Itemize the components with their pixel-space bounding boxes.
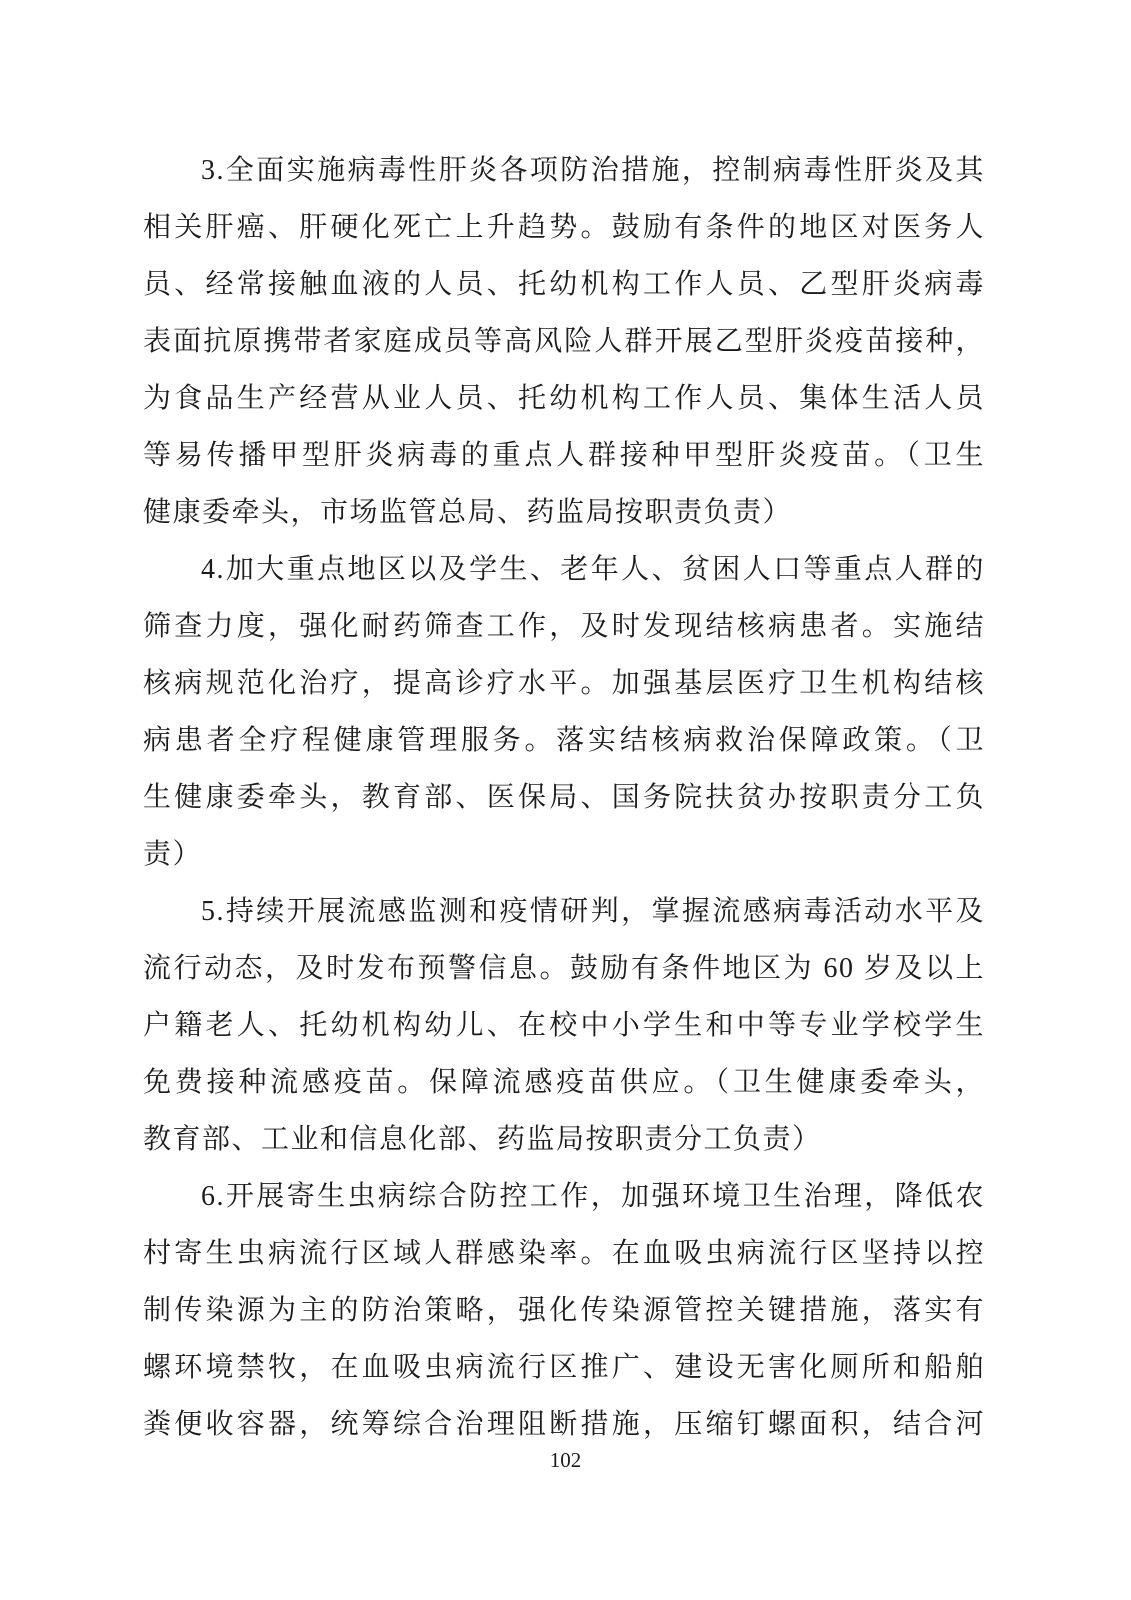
text-line: 相关肝癌、肝硬化死亡上升趋势。鼓励有条件的地区对医务人 [143, 212, 985, 243]
text-line: 健康委牵头，市场监管总局、药监局按职责负责） [143, 497, 793, 528]
text-line: 等易传播甲型肝炎病毒的重点人群接种甲型肝炎疫苗。（卫生 [143, 440, 985, 471]
paragraph-5 [143, 883, 985, 1168]
paragraph-6 [143, 1168, 985, 1453]
text-line: 病患者全疗程健康管理服务。落实结核病救治保障政策。（卫 [143, 725, 985, 756]
text-line: 6.开展寄生虫病综合防控工作，加强环境卫生治理，降低农 [201, 1181, 985, 1212]
text-line: 制传染源为主的防治策略，强化传染源管控关键措施，落实有 [143, 1295, 985, 1326]
text-line: 户籍老人、托幼机构幼儿、在校中小学生和中等专业学校学生 [143, 1010, 985, 1041]
text-line: 教育部、工业和信息化部、药监局按职责分工负责） [143, 1124, 822, 1155]
text-line: 筛查力度，强化耐药筛查工作，及时发现结核病患者。实施结 [143, 611, 985, 642]
text-line: 为食品生产经营从业人员、托幼机构工作人员、集体生活人员 [143, 383, 985, 414]
page-number: 102 [549, 1448, 582, 1472]
text-line: 粪便收容器，统筹综合治理阻断措施，压缩钉螺面积，结合河 [143, 1409, 985, 1440]
text-line: 责） [143, 839, 203, 870]
text-line: 流行动态，及时发布预警信息。鼓励有条件地区为 60 岁及以上 [143, 953, 985, 984]
text-line: 4.加大重点地区以及学生、老年人、贫困人口等重点人群的 [201, 554, 985, 585]
text-line: 免费接种流感疫苗。保障流感疫苗供应。（卫生健康委牵头， [143, 1067, 985, 1098]
text-line: 5.持续开展流感监测和疫情研判，掌握流感病毒活动水平及 [201, 896, 985, 927]
text-line: 村寄生虫病流行区域人群感染率。在血吸虫病流行区坚持以控 [143, 1238, 985, 1269]
text-line: 螺环境禁牧，在血吸虫病流行区推广、建设无害化厕所和船舶 [143, 1352, 985, 1383]
text-line: 表面抗原携带者家庭成员等高风险人群开展乙型肝炎疫苗接种， [143, 326, 985, 357]
text-line: 员、经常接触血液的人员、托幼机构工作人员、乙型肝炎病毒 [143, 269, 985, 300]
paragraph-3 [143, 142, 985, 541]
text-line: 3.全面实施病毒性肝炎各项防治措施，控制病毒性肝炎及其 [201, 155, 985, 186]
text-line: 生健康委牵头，教育部、医保局、国务院扶贫办按职责分工负 [143, 782, 985, 813]
document-body [143, 142, 985, 1453]
text-line: 核病规范化治疗，提高诊疗水平。加强基层医疗卫生机构结核 [143, 668, 985, 699]
paragraph-4 [143, 541, 985, 883]
